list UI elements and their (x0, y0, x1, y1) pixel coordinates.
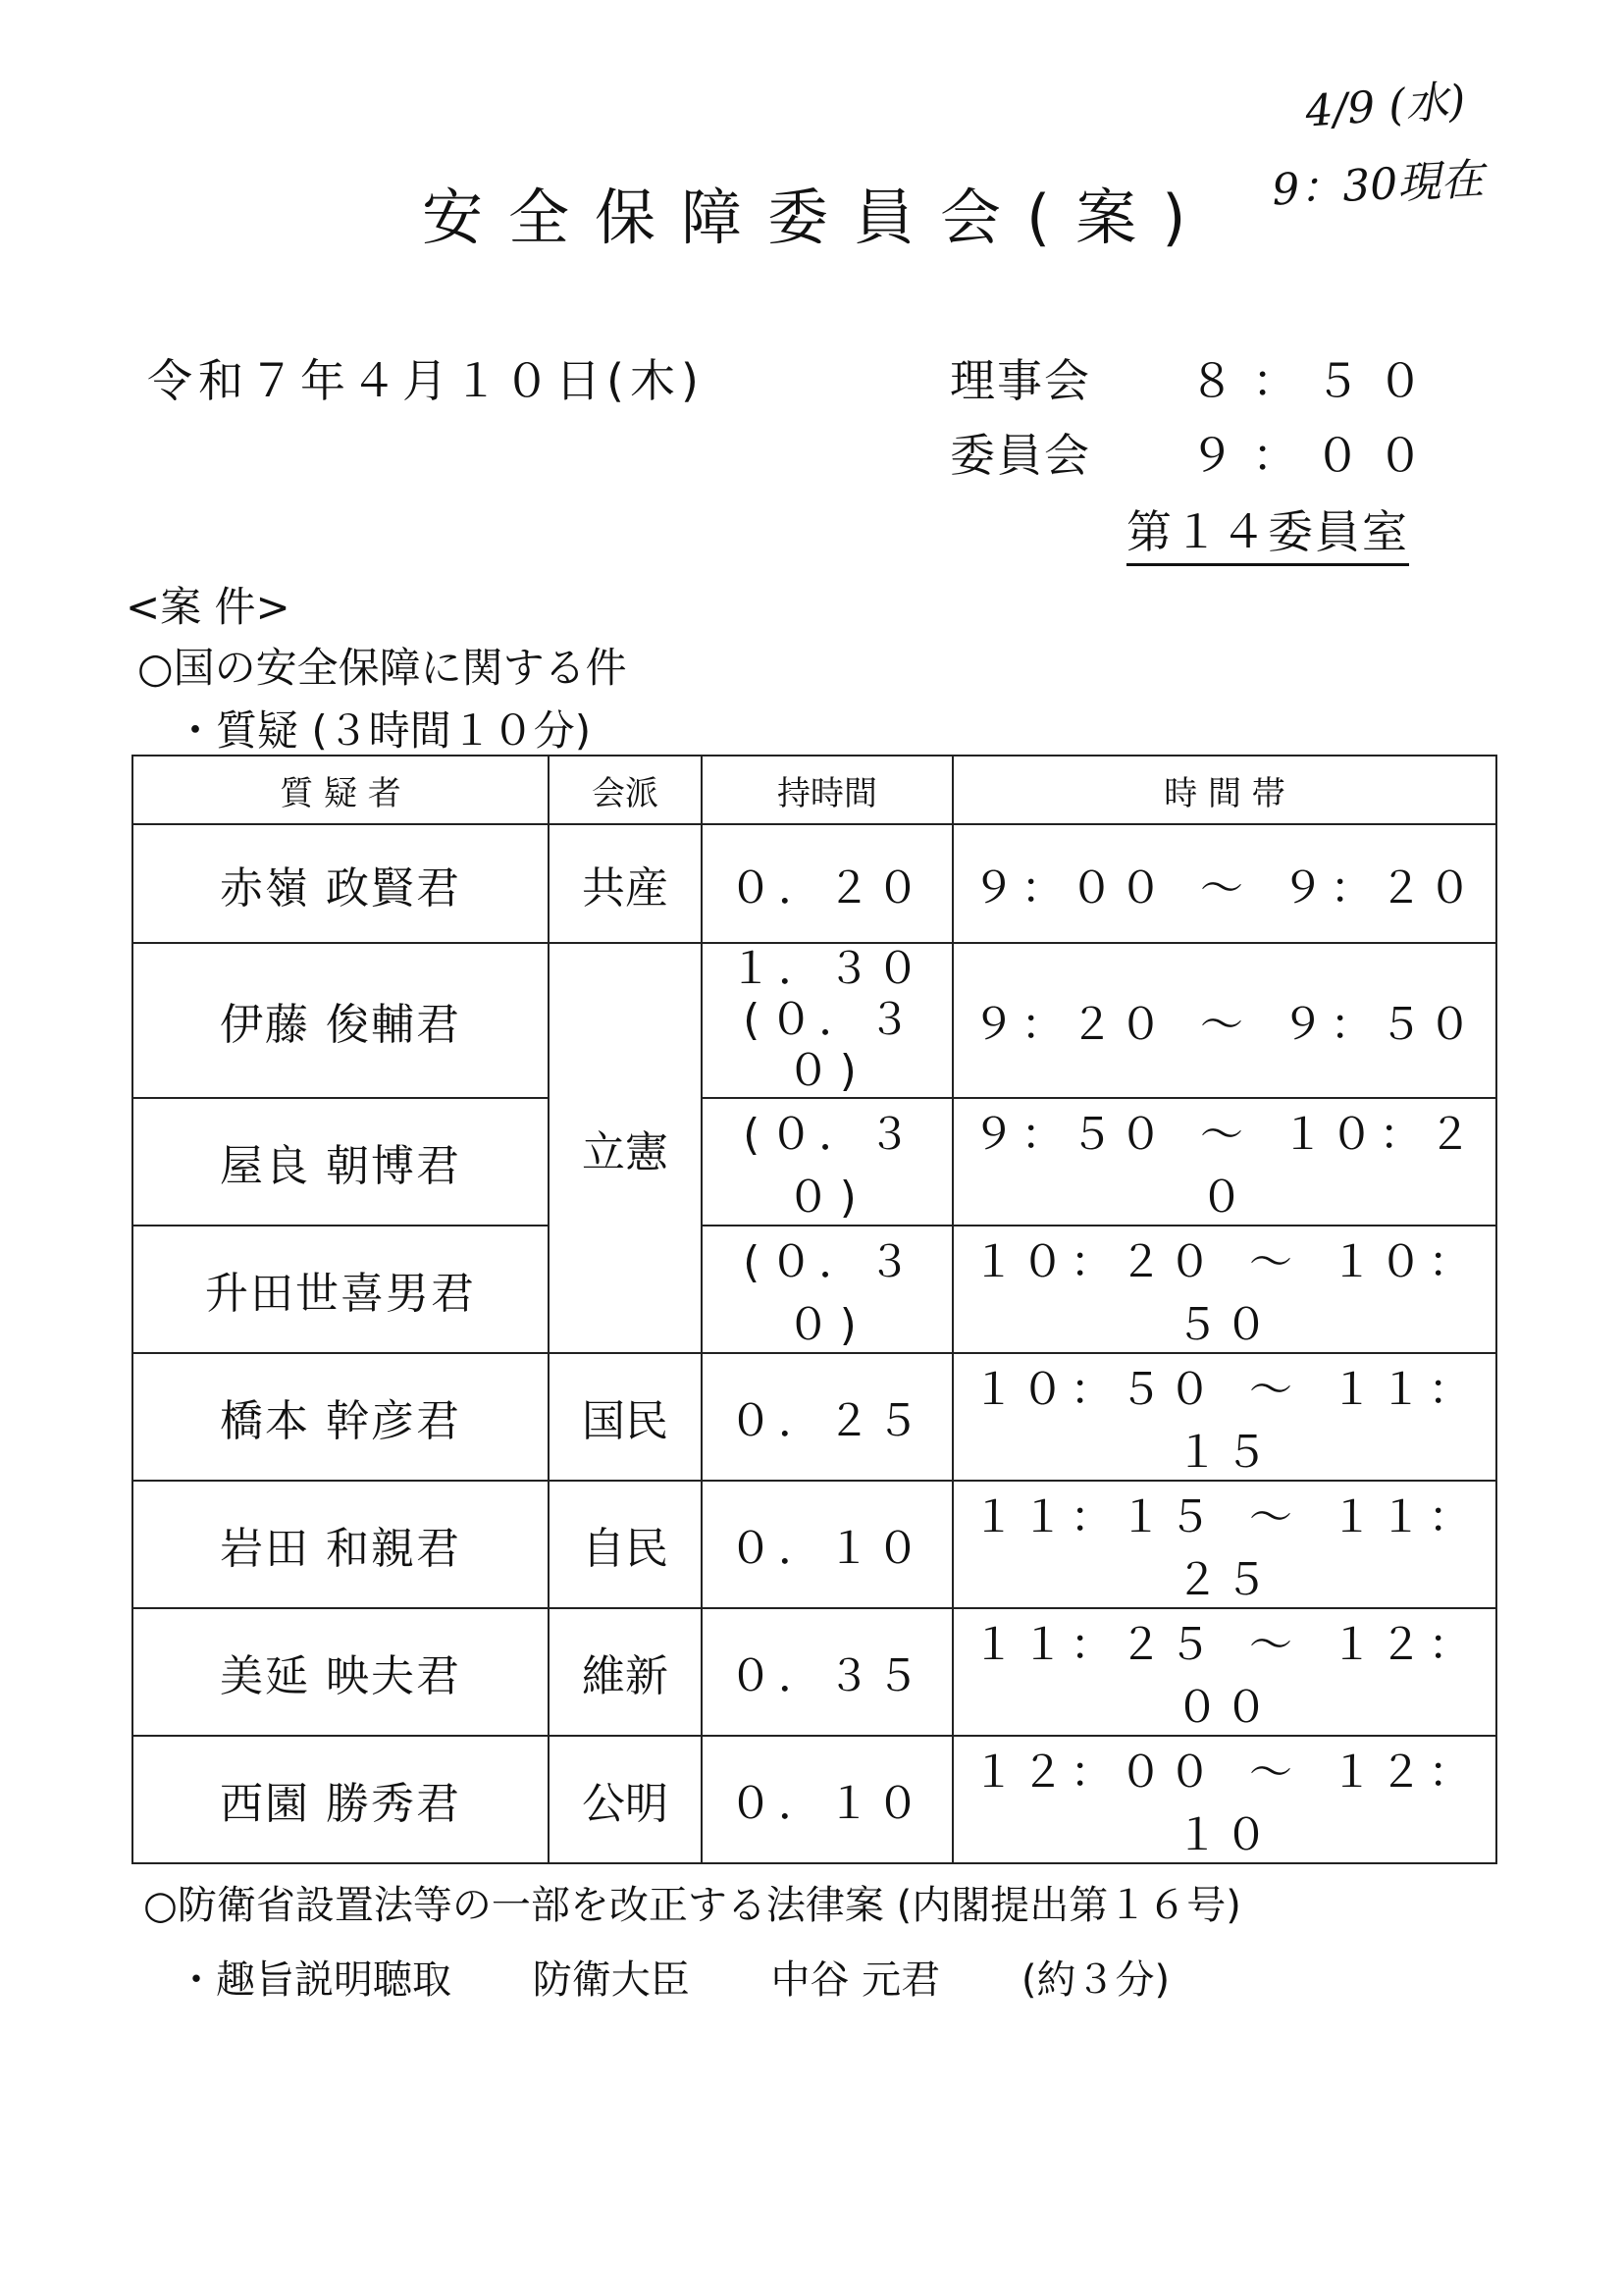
table-row (132, 1226, 1496, 1353)
faction: 立憲 (549, 943, 702, 1353)
agenda-item-1-sub: ・質疑 (３時間１０分) (175, 706, 592, 755)
agenda-item-2-sub (177, 1949, 1238, 2005)
committee-meeting-label: 委員会 (950, 429, 1091, 482)
time-slot: ９：２０ ～ ９：５０ (953, 943, 1496, 1098)
time-slot: ９：５０ ～ １０：２０ (953, 1098, 1496, 1226)
committee-meeting-time: ９：００ (1189, 429, 1440, 482)
duration: (０．３０) (702, 1226, 953, 1353)
duration-sub: (０．３０) (737, 995, 917, 1096)
board-meeting-time: ８：５０ (1189, 354, 1440, 407)
questioner-name: 伊藤 俊輔君 (132, 943, 549, 1098)
table-header-row (132, 756, 1496, 824)
handwritten-note-date: 4/9 (水) (1303, 76, 1468, 137)
header-duration: 持時間 (702, 756, 953, 824)
faction: 共産 (549, 824, 702, 943)
time-slot: ９：００ ～ ９：２０ (953, 824, 1496, 943)
table-row (132, 1736, 1496, 1863)
handwritten-note-time: 9：30現在 (1271, 154, 1486, 216)
time-slot: １０：５０ ～ １１：１５ (953, 1353, 1496, 1481)
duration: ０．２５ (702, 1353, 953, 1481)
agenda-heading: <案 件> (126, 583, 290, 631)
agenda-item-2-title: ○防衛省設置法等の一部を改正する法律案 (内閣提出第１６号) (143, 1883, 1241, 1928)
table-row (132, 824, 1496, 943)
meeting-room: 第１４委員室 (1126, 496, 1409, 566)
table-row (132, 1353, 1496, 1481)
header-faction: 会派 (549, 756, 702, 824)
header-questioner: 質 疑 者 (132, 756, 549, 824)
questioner-name: 岩田 和親君 (132, 1481, 549, 1608)
header-time-slot: 時 間 帯 (953, 756, 1496, 824)
duration: (０．３０) (702, 1098, 953, 1226)
explanation-label: ・趣旨説明聴取 (177, 1957, 451, 2003)
agenda-item-1-title: ○国の安全保障に関する件 (137, 644, 627, 692)
faction: 公明 (549, 1736, 702, 1863)
table-row (132, 1608, 1496, 1736)
board-meeting-label: 理事会 (950, 354, 1091, 407)
duration: ０．３５ (702, 1608, 953, 1736)
questioner-name: 西園 勝秀君 (132, 1736, 549, 1863)
speaker-role: 防衛大臣 (532, 1957, 690, 2003)
faction: 自民 (549, 1481, 702, 1608)
questioning-schedule-table (131, 755, 1497, 1864)
faction: 維新 (549, 1608, 702, 1736)
questioner-name: 橋本 幹彦君 (132, 1353, 549, 1481)
questioner-name: 升田世喜男君 (132, 1226, 549, 1353)
explanation-duration: (約３分) (1021, 1957, 1171, 2003)
time-slot: １０：２０ ～ １０：５０ (953, 1226, 1496, 1353)
duration: ０．１０ (702, 1736, 953, 1863)
questioner-name: 美延 映夫君 (132, 1608, 549, 1736)
questioner-name: 屋良 朝博君 (132, 1098, 549, 1226)
speaker-name: 中谷 元君 (770, 1957, 941, 2003)
document-title: 安全保障委員会(案) (422, 182, 1212, 253)
duration (702, 943, 953, 1098)
faction: 国民 (549, 1353, 702, 1481)
duration-total: １．３０ (729, 944, 925, 994)
duration: ０．２０ (702, 824, 953, 943)
table-row (132, 1098, 1496, 1226)
table-row (132, 943, 1496, 1098)
table-row (132, 1481, 1496, 1608)
time-slot: １１：１５ ～ １１：２５ (953, 1481, 1496, 1608)
duration: ０．１０ (702, 1481, 953, 1608)
time-slot: １１：２５ ～ １２：００ (953, 1608, 1496, 1736)
time-slot: １２：００ ～ １２：１０ (953, 1736, 1496, 1863)
questioner-name: 赤嶺 政賢君 (132, 824, 549, 943)
meeting-date: 令和７年４月１０日(木) (147, 354, 705, 407)
